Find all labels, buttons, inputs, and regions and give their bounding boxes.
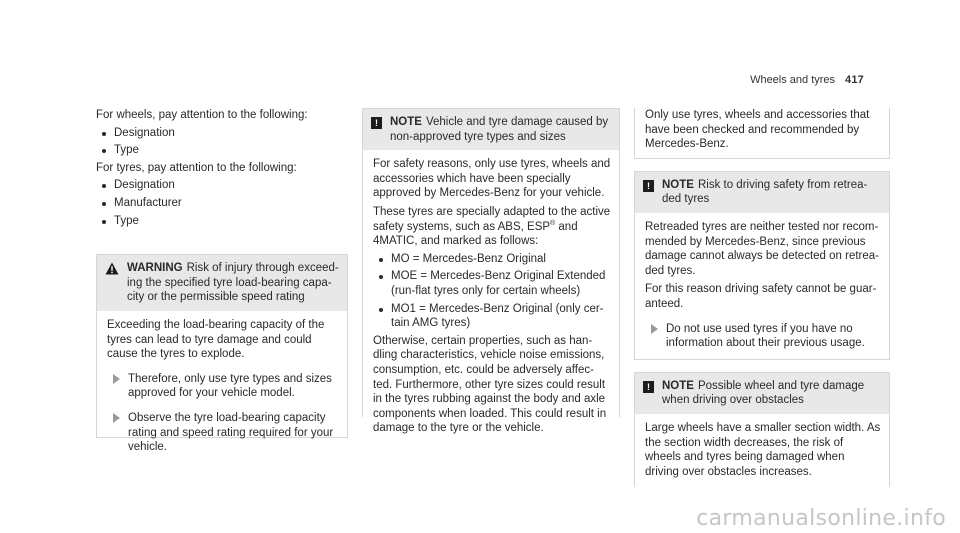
warning-header [97,255,347,311]
page-header [750,73,864,88]
instruction-step [645,322,881,351]
list-item: Type [96,143,348,158]
tyres-list [96,178,348,228]
wheels-intro: For wheels, pay attention to the following: [96,109,308,121]
list-item: Type [96,214,348,229]
marking-list [373,252,611,331]
note-paragraph: Otherwise, certain properties, such as han-dling characteristics, vehicle noise emissions, consumption, etc. could be adversely affec-ted. Furthermore, other tyre sizes could result in the tyres rubbing against the body and axle components when loaded. This could result in damage to the tyre or the vehicle. [373,334,607,435]
column-1 [96,108,348,454]
note-header [363,109,619,150]
note-paragraph: Retreaded tyres are neither tested nor recom-mended by Mercedes-Benz, since previous damage cannot always be detected on retrea-ded tyres. [645,220,879,277]
note-box [362,108,620,435]
note-paragraph: For safety reasons, only use tyres, wheels and accessories which have been specially approved by Mercedes-Benz for your vehicle. [373,158,611,200]
step-arrow-icon [113,413,120,423]
intro-text: Only use tyres, wheels and accessories that have been checked and recommended by Mercedes-Benz. [645,109,870,151]
tyres-intro: For tyres, pay attention to the following: [96,161,297,174]
warning-title-block [127,261,339,305]
note-paragraph: For this reason driving safety cannot be guar-anteed. [645,283,877,310]
warning-triangle-icon [105,262,119,275]
note-exclamation-icon: ! [643,180,654,192]
note-keyword: NOTE [662,178,694,191]
warning-keyword: WARNING [127,262,183,275]
note-body [363,150,619,444]
list-item: Manufacturer [96,196,348,211]
section-title: Wheels and tyres [750,74,836,86]
note-title-block [662,379,881,408]
list-item: Designation [96,178,348,193]
step-arrow-icon [113,374,120,384]
instruction-step [107,411,339,455]
step-arrow-icon [651,324,658,334]
note-box [634,171,890,360]
warning-title: Risk of injury through exceed-ing the specified tyre load-bearing capa-city or the permissible speed rating [127,262,339,304]
note-header [635,373,889,414]
note-exclamation-icon: ! [643,381,654,393]
instruction-step [107,372,339,401]
note-header [635,172,889,213]
list-item: MO1 = Mercedes-Benz Original (only cer-tain AMG tyres) [373,302,611,331]
warning-box [96,254,348,454]
note-keyword: NOTE [390,116,422,128]
note-title-block [662,178,881,207]
step-text: Do not use used tyres if you have no information about their previous usage. [666,322,865,350]
note-body [635,213,889,359]
list-item: MOE = Mercedes-Benz Original Extended (run-flat tyres only for certain wheels) [373,269,611,298]
note-keyword: NOTE [662,379,694,392]
page-number: 417 [845,74,864,86]
note-box [634,372,890,488]
step-text: Observe the tyre load-bearing capacity rating and speed rating required for your vehicle. [128,411,334,454]
step-text: Therefore, only use tyre types and sizes approved for your vehicle model. [128,372,332,400]
column-3 [634,108,890,487]
column-2 [362,108,620,435]
note-title: Risk to driving safety from retrea-ded tyres [662,178,868,206]
note-title-block [390,115,611,144]
note-exclamation-icon: ! [371,117,382,129]
note-paragraph: Large wheels have a smaller section width. As the section width decreases, the risk of wheels and tyres being damaged when driving over obstacles increases. [645,421,881,478]
intro-block [634,108,890,159]
note-paragraph: These tyres are specially adapted to the active safety systems, such as ABS, ESP® and 4MATIC, and marked as follows: [373,205,611,248]
wheels-list [96,126,348,158]
note-body [635,414,889,487]
list-item: Designation [96,126,348,141]
list-item: MO = Mercedes-Benz Original [373,252,611,267]
note-title: Vehicle and tyre damage caused by non-approved tyre types and sizes [390,116,609,143]
warning-body [97,311,347,463]
warning-text: Exceeding the load-bearing capacity of the tyres can lead to tyre damage and could cause the tyres to explode. [107,318,325,361]
note-title: Possible wheel and tyre damage when driving over obstacles [662,379,865,407]
watermark: carmanualsonline.info [696,506,946,532]
